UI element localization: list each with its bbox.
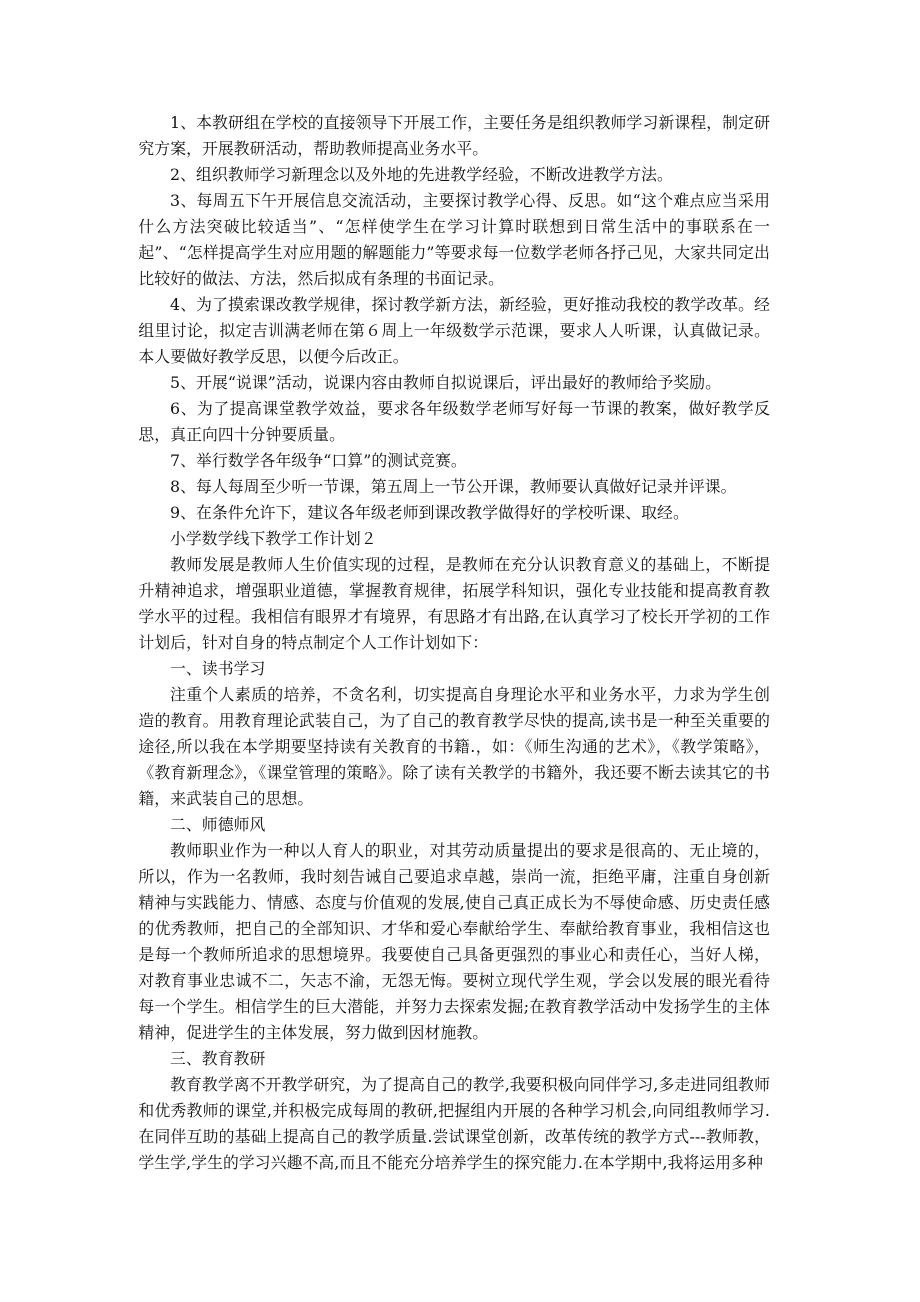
list-item-4: 4、为了摸索课改教学规律，探讨教学新方法，新经验，更好推动我校的教学改革。经组里讨论，拟定吉训满老师在第６周上一年级数学示范课，要求人人听课，认真做记录。本人要做好教学反思，以便今后改正。 bbox=[138, 295, 770, 366]
section-body-reading: 注重个人素质的培养，不贪名利，切实提高自身理论水平和业务水平，力求为学生创造的教育。用教育理论武装自己，为了自己的教育教学尽快的提高,读书是一种至关重要的途径,所以我在本学期要坚持读有关教育的书籍.，如：《师生沟通的艺术》，《教学策略》，《教育新理念》，《课堂管理的策略》。除了读有关教学的书籍外，我还要不断去读其它的书籍，来武装自己的思想。 bbox=[138, 685, 770, 808]
section-title-2: 小学数学线下教学工作计划２ bbox=[170, 529, 377, 548]
section-body-ethics: 教师职业作为一种以人育人的职业，对其劳动质量提出的要求是很高的、无止境的，所以，作为一名教师，我时刻告诫自己要追求卓越，崇尚一流，拒绝平庸，注重自身创新精神与实践能力、情感、态度与价值观的发展,使自己真正成长为不辱使命感、历史责任感的优秀教师，把自己的全部知识、才华和爱心奉献给学生、奉献给教育事业，我相信这也是每一个教师所追求的思想境界。我要使自己具备更强烈的事业心和责任心，当好人梯，对教育事业忠诚不二，矢志不渝，无怨无悔。要树立现代学生观，学会以发展的眼光看待每一个学生。相信学生的巨大潜能，并努力去探索发掘;在教育教学活动中发扬学生的主体精神，促进学生的主体发展，努力做到因材施教。 bbox=[138, 841, 770, 1042]
intro-paragraph: 教师发展是教师人生价值实现的过程，是教师在充分认识教育意义的基础上，不断提升精神追求，增强职业道德，掌握教育规律，拓展学科知识，强化专业技能和提高教育教学水平的过程。我相信有眼界才有境界，有思路才有出路,在认真学习了校长开学初的工作计划后，针对自身的特点制定个人工作计划如下： bbox=[138, 555, 770, 652]
list-item-8: 8、每人每周至少听一节课，第五周上一节公开课，教师要认真做好记录并评课。 bbox=[170, 477, 737, 496]
list-item-6: 6、为了提高课堂教学效益，要求各年级数学老师写好每一节课的教案，做好教学反思，真正向四十分钟要质量。 bbox=[138, 399, 770, 444]
list-item-2: 2、组织教师学习新理念以及外地的先进教学经验，不断改进教学方法。 bbox=[170, 165, 673, 184]
document-page bbox=[138, 110, 770, 1176]
section-heading-research: 三、教育教研 bbox=[170, 1049, 266, 1068]
section-body-research: 教育教学离不开教学研究，为了提高自己的教学,我要积极向同伴学习,多走进同组教师和优秀教师的课堂,并积极完成每周的教研,把握组内开展的各种学习机会,向同组教师学习.在同伴互助的基础上提高自己的教学质量.尝试课堂创新，改革传统的教学方式---教师教，学生学,学生的学习兴趣不高,而且不能充分培养学生的探究能力.在本学期中,我将运用多种 bbox=[138, 1075, 770, 1172]
section-heading-reading: 一、读书学习 bbox=[170, 659, 266, 678]
list-item-1: 1、本教研组在学校的直接领导下开展工作，主要任务是组织教师学习新课程，制定研究方案，开展教研活动，帮助教师提高业务水平。 bbox=[138, 113, 770, 158]
list-item-3: 3、每周五下午开展信息交流活动，主要探讨教学心得、反思。如“这个难点应当采用什么方法突破比较适当”、“怎样使学生在学习计算时联想到日常生活中的事联系在一起”、“怎样提高学生对应用题的解题能力”等要求每一位数学老师各抒己见，大家共同定出比较好的做法、方法，然后拟成有条理的书面记录。 bbox=[138, 191, 770, 288]
list-item-9: 9、在条件允许下，建议各年级老师到课改教学做得好的学校听课、取经。 bbox=[170, 503, 689, 522]
list-item-5: 5、开展“说课”活动，说课内容由教师自拟说课后，评出最好的教师给予奖励。 bbox=[170, 373, 722, 392]
list-item-7: 7、举行数学各年级争“口算”的测试竞赛。 bbox=[170, 451, 467, 470]
section-heading-ethics: 二、师德师风 bbox=[170, 815, 266, 834]
